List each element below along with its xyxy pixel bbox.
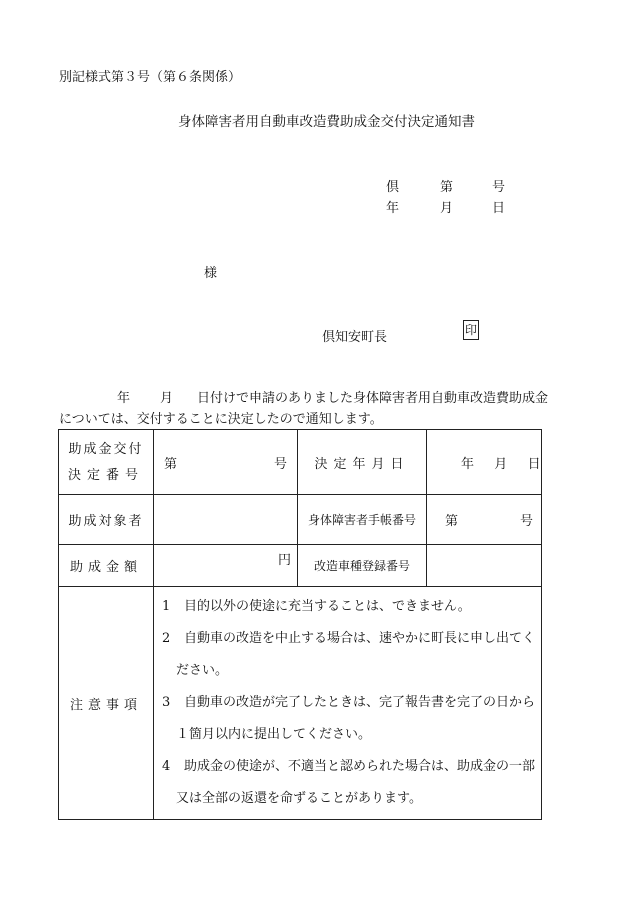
- decision-date-month: 月: [494, 456, 508, 472]
- notification-body: [59, 388, 549, 430]
- ref-dai: 第: [440, 180, 454, 195]
- note-item-text: 助成金の使途が、不適当と認められた場合は、助成金の一部: [184, 759, 536, 774]
- decision-number-cell[interactable]: [154, 430, 298, 495]
- note-item-number: 1: [162, 599, 171, 614]
- body-line-1-text: 日付けで申請のありました身体障害者用自動車改造費助成金: [197, 391, 549, 406]
- label-decision-number-line1: 助成金交付: [68, 442, 144, 457]
- label-decision-date: 決定年月日: [298, 430, 427, 495]
- table-row-recipient: [59, 495, 542, 545]
- registration-number-cell[interactable]: [427, 545, 542, 587]
- decision-number-dai: 第: [164, 456, 178, 472]
- ref-kutchan: 倶: [386, 180, 400, 195]
- issuer-name: 倶知安町長: [322, 330, 388, 345]
- seal-mark: 印: [463, 320, 479, 340]
- grant-details-table: [58, 429, 542, 820]
- booklet-number-cell[interactable]: [427, 495, 542, 545]
- recipient-cell[interactable]: [154, 495, 298, 545]
- form-number-label: 別記様式第３号（第６条関係）: [59, 70, 242, 85]
- ref-nen: 年: [386, 201, 400, 216]
- note-item-continuation: １箇月以内に提出してください。: [176, 727, 372, 742]
- note-item: [162, 591, 541, 623]
- addressee-suffix: 様: [204, 266, 218, 281]
- body-date-year: 年: [117, 391, 131, 406]
- note-item: [162, 623, 541, 687]
- table-row-decision-number: [59, 430, 542, 495]
- note-item-continuation: ださい。: [176, 663, 229, 678]
- note-item: [162, 687, 541, 751]
- label-recipient: 助成対象者: [59, 495, 154, 545]
- label-decision-number: [59, 430, 154, 495]
- decision-date-cell[interactable]: [427, 430, 542, 495]
- note-item: [162, 751, 541, 815]
- decision-date-day: 日: [527, 456, 541, 472]
- note-item-number: 4: [162, 759, 171, 774]
- body-line-2: については、交付することに決定したので通知します。: [59, 412, 383, 427]
- notes-list: [154, 587, 542, 820]
- note-item-number: 2: [162, 631, 171, 646]
- note-item-text: 目的以外の使途に充当することは、できません。: [184, 599, 471, 614]
- decision-date-year: 年: [461, 456, 475, 472]
- body-date-month: 月: [160, 391, 174, 406]
- amount-yen: 円: [277, 553, 291, 568]
- note-item-text: 自動車の改造を中止する場合は、速やかに町長に申し出てく: [184, 631, 536, 646]
- label-booklet-number: 身体障害者手帳番号: [298, 495, 427, 545]
- booklet-number-dai: 第: [445, 514, 459, 529]
- label-registration-number: 改造車種登録番号: [298, 545, 427, 587]
- note-item-number: 3: [162, 695, 171, 710]
- booklet-number-go: 号: [519, 514, 533, 529]
- body-line-1: [59, 388, 549, 409]
- label-amount: 助成金額: [59, 545, 154, 587]
- document-title: 身体障害者用自動車改造費助成金交付決定通知書: [178, 114, 475, 130]
- table-row-amount: [59, 545, 542, 587]
- label-notes: 注意事項: [59, 587, 154, 820]
- table-row-notes: [59, 587, 542, 820]
- decision-number-go: 号: [273, 456, 287, 472]
- ref-tsuki: 月: [440, 201, 454, 216]
- ref-hi: 日: [492, 201, 506, 216]
- amount-cell[interactable]: [154, 545, 298, 587]
- note-item-continuation: 又は全部の返還を命ずることがあります。: [176, 791, 422, 806]
- label-decision-number-line2: 決定番号: [67, 468, 144, 483]
- ref-go: 号: [492, 180, 506, 195]
- note-item-text: 自動車の改造が完了したときは、完了報告書を完了の日から: [184, 695, 536, 710]
